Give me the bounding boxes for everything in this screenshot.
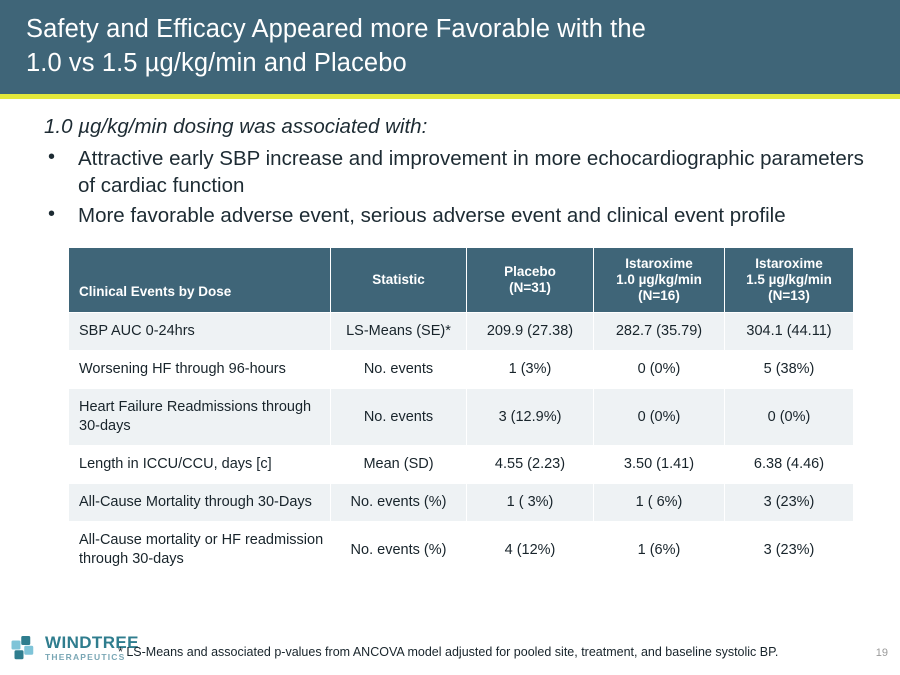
column-header-istaroxime-15-line3: (N=13) (768, 288, 810, 303)
row-dose10-value: 3.50 (1.41) (594, 446, 725, 484)
list-item: • More favorable adverse event, serious adverse event and clinical event profile (40, 202, 874, 229)
row-placebo-value: 1 (3%) (467, 351, 594, 389)
row-placebo-value: 4 (12%) (467, 522, 594, 579)
row-statistic: No. events (%) (331, 522, 467, 579)
row-dose15-value: 3 (23%) (725, 522, 854, 579)
row-placebo-value: 3 (12.9%) (467, 389, 594, 446)
clinical-events-table (68, 247, 854, 579)
row-dose10-value: 0 (0%) (594, 351, 725, 389)
row-statistic: No. events (331, 389, 467, 446)
slide-title-line-2: 1.0 vs 1.5 µg/kg/min and Placebo (26, 49, 407, 77)
row-label: All-Cause Mortality through 30-Days (69, 484, 331, 522)
table-row (69, 351, 854, 389)
column-header-istaroxime-10-line1: Istaroxime (625, 256, 693, 271)
table-header-row (69, 248, 854, 313)
row-dose15-value: 3 (23%) (725, 484, 854, 522)
slide-title-line-1: Safety and Efficacy Appeared more Favorable with the (26, 15, 646, 43)
list-item: • Attractive early SBP increase and improvement in more echocardiographic parameters of cardiac function (40, 145, 874, 199)
slide-title-banner (0, 0, 900, 94)
row-dose15-value: 304.1 (44.11) (725, 313, 854, 351)
column-header-placebo-line1: Placebo (504, 264, 556, 279)
row-statistic: No. events (331, 351, 467, 389)
clinical-events-table-wrapper (68, 247, 853, 579)
column-header-istaroxime-15 (725, 248, 854, 313)
table-row (69, 484, 854, 522)
row-dose15-value: 6.38 (4.46) (725, 446, 854, 484)
column-header-placebo (467, 248, 594, 313)
row-label: Length in ICCU/CCU, days [c] (69, 446, 331, 484)
row-placebo-value: 4.55 (2.23) (467, 446, 594, 484)
table-row (69, 446, 854, 484)
table-body (69, 313, 854, 579)
row-dose10-value: 1 ( 6%) (594, 484, 725, 522)
column-header-istaroxime-15-line1: Istaroxime (755, 256, 823, 271)
lead-in-text: 1.0 µg/kg/min dosing was associated with: (44, 115, 428, 138)
column-header-istaroxime-15-line2: 1.5 µg/kg/min (746, 272, 832, 287)
row-statistic: No. events (%) (331, 484, 467, 522)
bullet-list (40, 145, 874, 229)
slide-footer (0, 617, 900, 675)
table-row (69, 313, 854, 351)
table-row (69, 522, 854, 579)
column-header-istaroxime-10-line3: (N=16) (638, 288, 680, 303)
slide-number: 19 (875, 647, 888, 659)
row-label: All-Cause mortality or HF readmission through 30-days (69, 522, 331, 579)
table-footnote: * LS-Means and associated p-values from ANCOVA model adjusted for pooled site, treatment, and baseline systolic BP. (118, 645, 779, 659)
logo-company-tagline: THERAPEUTICS (45, 652, 126, 663)
row-dose10-value: 0 (0%) (594, 389, 725, 446)
row-dose15-value: 0 (0%) (725, 389, 854, 446)
logo-company-name: WINDTREE (45, 633, 139, 653)
table-header (69, 248, 854, 313)
row-statistic: Mean (SD) (331, 446, 467, 484)
slide-content (0, 99, 900, 579)
column-header-istaroxime-10-line2: 1.0 µg/kg/min (616, 272, 702, 287)
row-dose10-value: 1 (6%) (594, 522, 725, 579)
row-placebo-value: 1 ( 3%) (467, 484, 594, 522)
row-dose15-value: 5 (38%) (725, 351, 854, 389)
row-label: Heart Failure Readmissions through 30-days (69, 389, 331, 446)
column-header-statistic: Statistic (331, 248, 467, 313)
column-header-placebo-line2: (N=31) (509, 280, 551, 295)
windtree-logo-icon (10, 633, 40, 663)
row-label: Worsening HF through 96-hours (69, 351, 331, 389)
column-header-clinical-events: Clinical Events by Dose (69, 248, 331, 313)
row-placebo-value: 209.9 (27.38) (467, 313, 594, 351)
row-label: SBP AUC 0-24hrs (69, 313, 331, 351)
column-header-istaroxime-10 (594, 248, 725, 313)
table-row (69, 389, 854, 446)
row-statistic: LS-Means (SE)* (331, 313, 467, 351)
row-dose10-value: 282.7 (35.79) (594, 313, 725, 351)
